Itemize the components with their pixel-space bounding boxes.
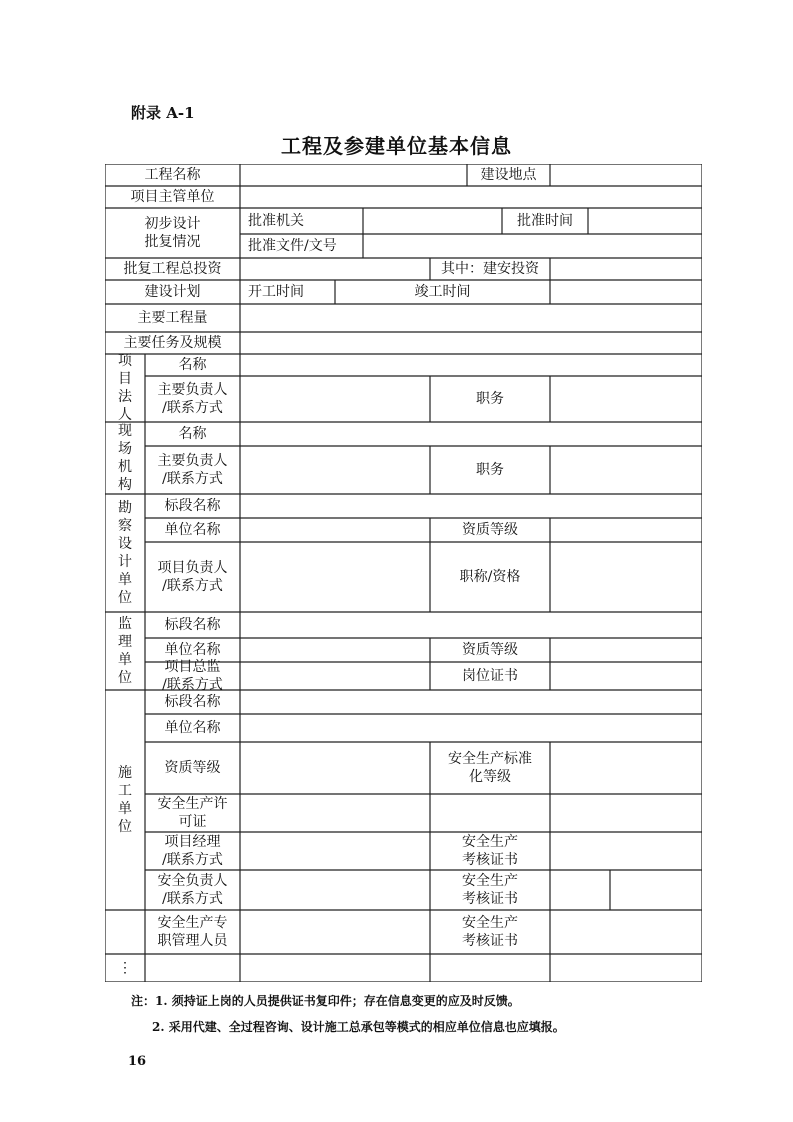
cell-sv-section: 标段名称 [164, 617, 221, 633]
cell-cn-section: 标段名称 [164, 694, 221, 710]
cell-cn-sh-cert: 安全生产 考核证书 [462, 873, 518, 907]
cell-approval-org: 批准机关 [248, 213, 304, 229]
cell-cn-pm: 项目经理 /联系方式 [162, 834, 223, 868]
cell-site: 建设地点 [480, 167, 537, 183]
cell-ellipsis: ⋮ [118, 960, 132, 976]
cell-main-tasks: 主要任务及规模 [123, 335, 222, 351]
cell-cn-safety-staff: 安全生产专 职管理人员 [157, 915, 228, 949]
cell-cn-pm-cert: 安全生产 考核证书 [462, 834, 518, 868]
cell-sd-section: 标段名称 [164, 498, 221, 514]
cell-legal-person: 项 目 法 人 [118, 353, 132, 423]
cell-sd-contact: 项目负责人 /联系方式 [157, 560, 228, 594]
cell-main-quantity: 主要工程量 [137, 310, 208, 326]
page-title: 工程及参建单位基本信息 [281, 134, 512, 158]
cell-sd-unit: 单位名称 [164, 522, 221, 538]
cell-cn-ss-cert: 安全生产 考核证书 [462, 915, 518, 949]
note-2: 2. 采用代建、全过程咨询、设计施工总承包等模式的相应单位信息也应填报。 [152, 1020, 565, 1034]
cell-construction: 施 工 单 位 [118, 765, 132, 835]
cell-approval-doc: 批准文件/文号 [248, 238, 337, 254]
cell-so-name: 名称 [178, 426, 207, 442]
appendix-label: 附录 A-1 [131, 104, 195, 122]
info-form-table [105, 164, 702, 982]
cell-install-invest: 其中：建安投资 [441, 261, 539, 277]
cell-cn-std-level: 安全生产标准 化等级 [448, 751, 532, 785]
cell-total-invest: 批复工程总投资 [123, 261, 222, 277]
cell-so-contact: 主要负责人 /联系方式 [157, 453, 228, 487]
cell-sv-cert: 岗位证书 [462, 668, 518, 684]
cell-sd-title: 职称/资格 [459, 569, 521, 585]
cell-schedule: 建设计划 [144, 284, 201, 300]
cell-cn-license: 安全生产许 可证 [157, 796, 228, 830]
cell-cn-grade: 资质等级 [164, 760, 221, 776]
cell-prelim-design: 初步设计 批复情况 [144, 216, 201, 250]
cell-authority: 项目主管单位 [130, 189, 215, 205]
cell-lp-name: 名称 [178, 357, 207, 373]
cell-sd-grade: 资质等级 [462, 522, 518, 538]
cell-sv-contact: 项目总监 /联系方式 [162, 659, 223, 693]
cell-lp-contact: 主要负责人 /联系方式 [157, 382, 228, 416]
cell-approval-time: 批准时间 [517, 213, 573, 229]
cell-sv-unit: 单位名称 [164, 642, 221, 658]
page-number: 16 [128, 1054, 147, 1069]
cell-survey-design: 勘 察 设 计 单 位 [118, 500, 132, 606]
cell-so-position: 职务 [476, 462, 504, 478]
cell-finish-time: 竣工时间 [414, 284, 471, 300]
cell-lp-position: 职务 [476, 391, 504, 407]
cell-site-org: 现 场 机 构 [118, 423, 132, 493]
cell-cn-unit: 单位名称 [164, 720, 221, 736]
cell-cn-safety-head: 安全负责人 /联系方式 [157, 873, 228, 907]
cell-project-name: 工程名称 [144, 167, 201, 183]
cell-start-time: 开工时间 [248, 284, 304, 300]
cell-sv-grade: 资质等级 [462, 642, 518, 658]
cell-supervision: 监 理 单 位 [118, 616, 132, 686]
note-1: 注：1. 须持证上岗的人员提供证书复印件；存在信息变更的应及时反馈。 [131, 994, 520, 1008]
